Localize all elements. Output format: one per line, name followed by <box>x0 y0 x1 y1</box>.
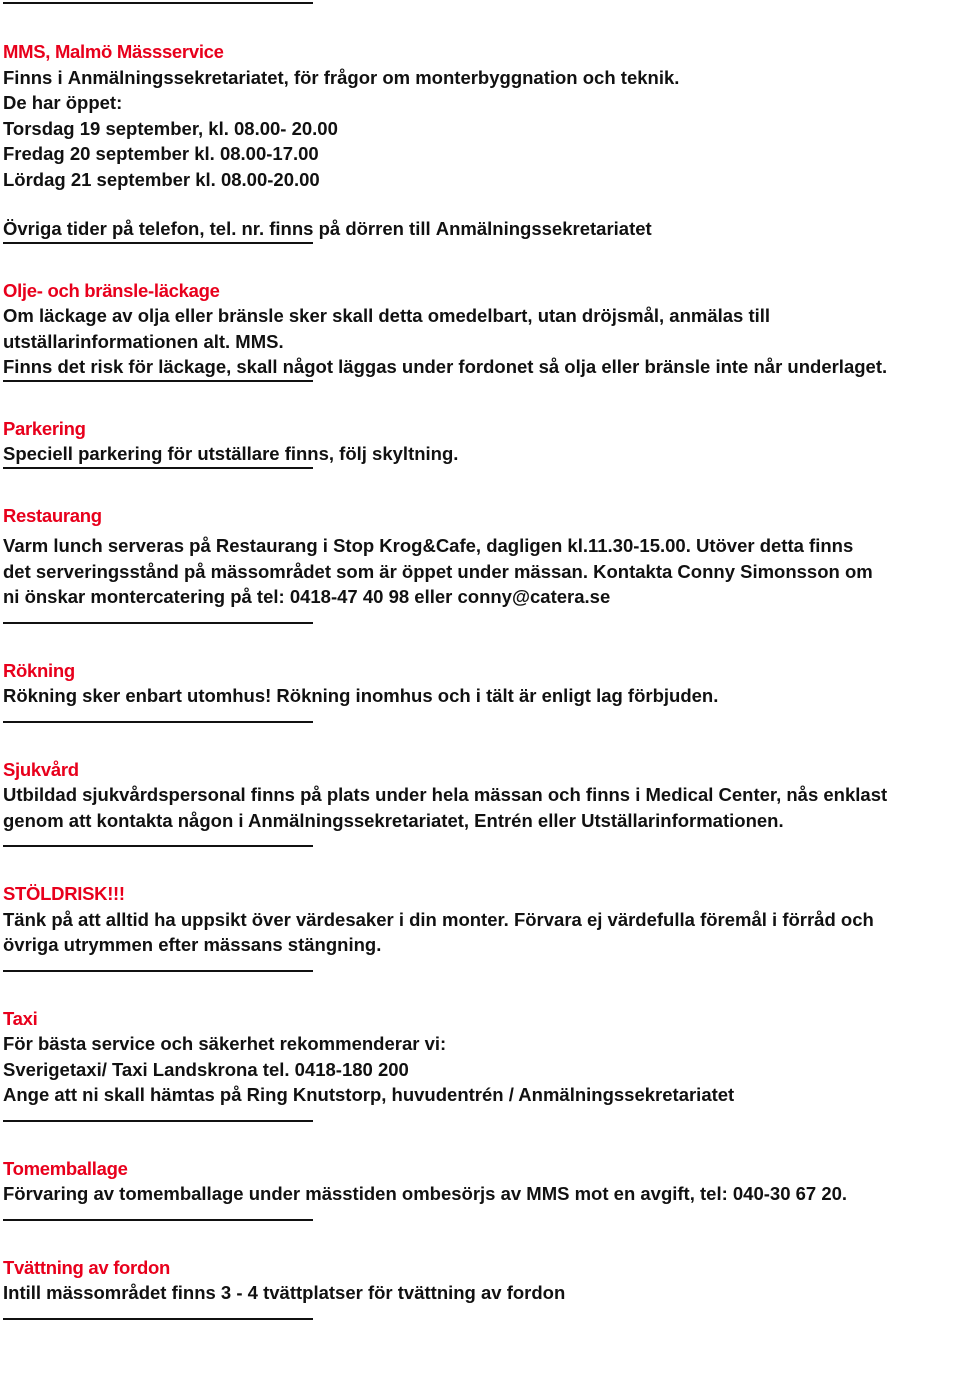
paragraph-line: Torsdag 19 september, kl. 08.00- 20.00 <box>3 117 338 139</box>
section-heading-smoking: Rökning <box>3 659 75 681</box>
paragraph-line: Intill mässområdet finns 3 - 4 tvättplatser för tvättning av fordon <box>3 1282 566 1303</box>
paragraph-line: För bästa service och säkerhet rekommenderar vi: <box>3 1033 447 1054</box>
paragraph-line: Utbildad sjukvårdspersonal finns på plats under hela mässan och finns i Medical Center, nås enklast <box>3 784 888 805</box>
section-divider <box>3 1318 313 1320</box>
paragraph-line: Övriga tider på telefon, tel. nr. finns på dörren till Anmälningssekretariatet <box>3 218 652 239</box>
section-heading-vehicle-washing: Tvättning av fordon <box>3 1256 170 1278</box>
paragraph-line: Ange att ni skall hämtas på Ring Knutstorp, huvudentrén / Anmälningssekretariatet <box>3 1084 735 1105</box>
paragraph-line: det serveringsstånd på mässområdet som är öppet under mässan. Kontakta Conny Simonsson om <box>3 560 873 582</box>
paragraph-line: Lördag 21 september kl. 08.00-20.00 <box>3 168 320 190</box>
paragraph-line: Förvaring av tomemballage under mässtiden ombesörjs av MMS mot en avgift, tel: 040-30 67 20. <box>3 1183 848 1204</box>
paragraph-line: Finns det risk för läckage, skall något läggas under fordonet så olja eller bränsle inte når underlaget. <box>3 356 888 377</box>
paragraph-line: utställarinformationen alt. MMS. <box>3 330 284 352</box>
paragraph-line: Tänk på att alltid ha uppsikt över värdesaker i din monter. Förvara ej värdefulla föremål i förråd och <box>3 908 874 930</box>
section-heading-oil-leakage: Olje- och bränsle-läckage <box>3 279 220 301</box>
paragraph-line: ni önskar montercatering på tel: 0418-47 40 98 eller conny@catera.se <box>3 586 611 607</box>
section-heading-restaurant: Restaurang <box>3 504 102 526</box>
paragraph-line: Varm lunch serveras på Restaurang i Stop Krog&Cafe, dagligen kl.11.30-15.00. Utöver detta finns <box>3 535 854 556</box>
section-heading-mms: MMS, Malmö Mässservice <box>3 41 224 62</box>
paragraph-line: Fredag 20 september kl. 08.00-17.00 <box>3 143 319 164</box>
section-heading-healthcare: Sjukvård <box>3 758 79 780</box>
paragraph-line: övriga utrymmen efter mässans stängning. <box>3 934 382 955</box>
paragraph-line: Om läckage av olja eller bränsle sker skall detta omedelbart, utan dröjsmål, anmälas till <box>3 305 771 326</box>
section-heading-taxi: Taxi <box>3 1007 38 1029</box>
document <box>3 0 958 1320</box>
paragraph-line: Finns i Anmälningssekretariatet, för frågor om monterbyggnation och teknik. <box>3 66 680 88</box>
paragraph-line: Speciell parkering för utställare finns, följ skyltning. <box>3 443 459 464</box>
paragraph-line: De har öppet: <box>3 92 123 113</box>
paragraph-line: Sverigetaxi/ Taxi Landskrona tel. 0418-180 200 <box>3 1058 409 1080</box>
section-heading-parking: Parkering <box>3 417 86 439</box>
paragraph-line: Rökning sker enbart utomhus! Rökning inomhus och i tält är enligt lag förbjuden. <box>3 685 719 706</box>
paragraph-line: genom att kontakta någon i Anmälningssekretariatet, Entrén eller Utställarinformationen. <box>3 809 784 831</box>
section-heading-theft-risk: STÖLDRISK!!! <box>3 883 125 904</box>
section-heading-empty-packaging: Tomemballage <box>3 1157 128 1179</box>
